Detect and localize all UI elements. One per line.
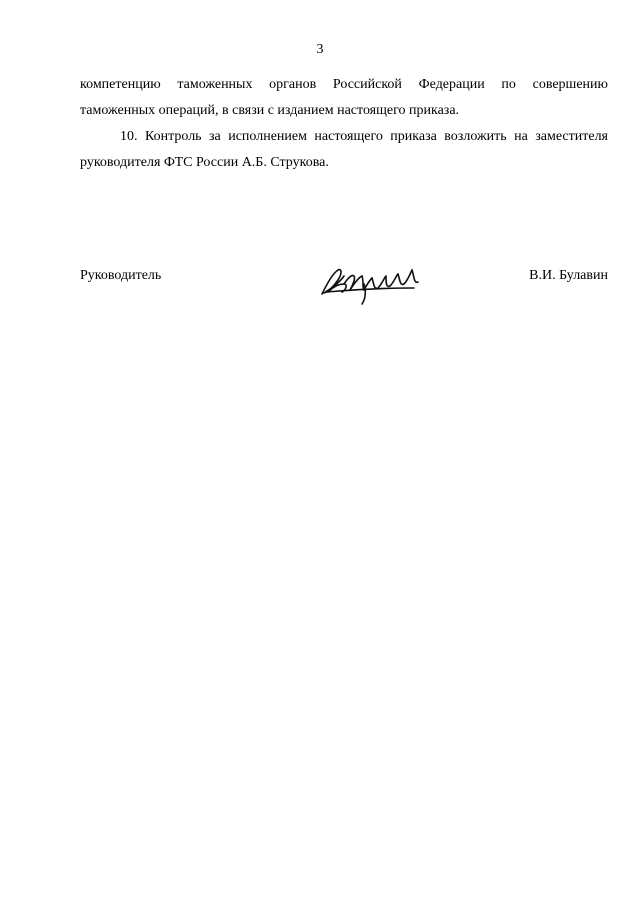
page-number: 3 (316, 42, 324, 57)
signatory-name: В.И. Булавин (529, 268, 608, 283)
paragraph-item-10 (80, 124, 608, 176)
paragraph-line: компетенцию таможенных органов Российской Федерации по совершению (80, 77, 608, 92)
paragraph-line: 10. Контроль за исполнением настоящего приказа возложить на заместителя (120, 129, 608, 144)
handwritten-signature (318, 262, 424, 308)
signatory-title: Руководитель (80, 268, 162, 283)
paragraph-line: руководителя ФТС России А.Б. Струкова. (80, 155, 329, 170)
paragraph-line: таможенных операций, в связи с изданием настоящего приказа. (80, 103, 460, 118)
paragraph-continuation (80, 72, 608, 124)
